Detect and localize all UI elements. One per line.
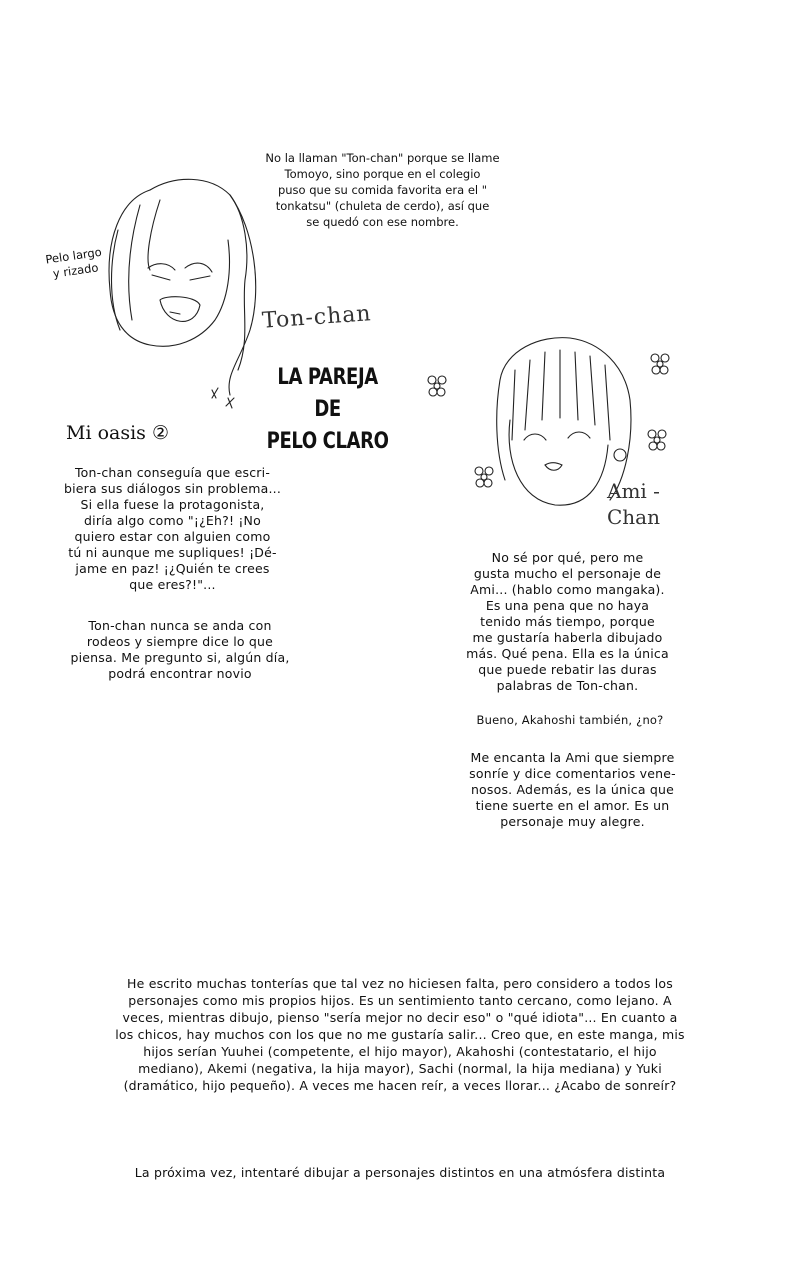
ami-chan-label: Ami - Chan (607, 479, 660, 529)
ton-chan-drawing (109, 179, 256, 408)
ami-paragraph-2: Bueno, Akahoshi también, ¿no? (476, 713, 664, 727)
section-heading: Mi oasis ② (66, 422, 169, 444)
ton-chan-paragraph-2: Ton-chan nunca se anda con rodeos y siempre dice lo que piensa. Me pregunto si, algún día, podrá encontrar novio (70, 618, 290, 681)
page-title: LA PAREJA DE PELO CLARO (266, 365, 389, 454)
ami-paragraph-3: Me encanta la Ami que siempre sonríe y dice comentarios vene- nosos. Además, es la única que tiene suerte en el amor. Es un personaje muy alegre. (469, 750, 676, 829)
ton-chan-paragraph-1: Ton-chan conseguía que escri- biera sus diálogos sin problema... Si ella fuese la protagonista, diría algo como "¡¿Eh?! ¡No quiero estar con alguien como tú ni aunque me supliques! ¡Dé- jame en paz! ¡¿Quién te crees que eres?!"... (63, 465, 282, 592)
hair-note: Pelo largo y rizado (44, 244, 103, 281)
ton-chan-label: Ton-chan (261, 301, 373, 334)
flower-decorations (428, 354, 669, 487)
ami-paragraph-1: No sé por qué, pero me gusta mucho el personaje de Ami... (hablo como mangaka). Es una pena que no haya tenido más tiempo, porque me gustaría haberla dibujado más. Qué pena. Ella es la única que puede rebatir las duras palabras de Ton-chan. (466, 550, 669, 693)
closing-paragraph: He escrito muchas tonterías que tal vez no hiciesen falta, pero considero a todos los personajes como mis propios hijos. Es un sentimiento tanto cercano, como lejano. A veces, mientras dibujo, pienso "sería mejor no decir eso" o "qué idiota"... En cuanto a los chicos, hay muchos con los que no me gustaría salir... Creo que, en este manga, mis hijos serían Yuuhei (competente, el hijo mayor), Akahoshi (contestatario, el hijo mediano), Akemi (negativa, la hija mayor), Sachi (normal, la hija mediana) y Yuki (dramático, hijo pequeño). A veces me hacen reír, a veces llorar... ¿Acabo de sonreír? (115, 976, 685, 1093)
final-line: La próxima vez, intentaré dibujar a personajes distintos en una atmósfera distinta (134, 1165, 666, 1180)
ton-chan-name-note: No la llaman "Ton-chan" porque se llame Tomoyo, sino porque en el colegio puso que su comida favorita era el " tonkatsu" (chuleta de cerdo), así que se quedó con ese nombre. (265, 151, 500, 229)
